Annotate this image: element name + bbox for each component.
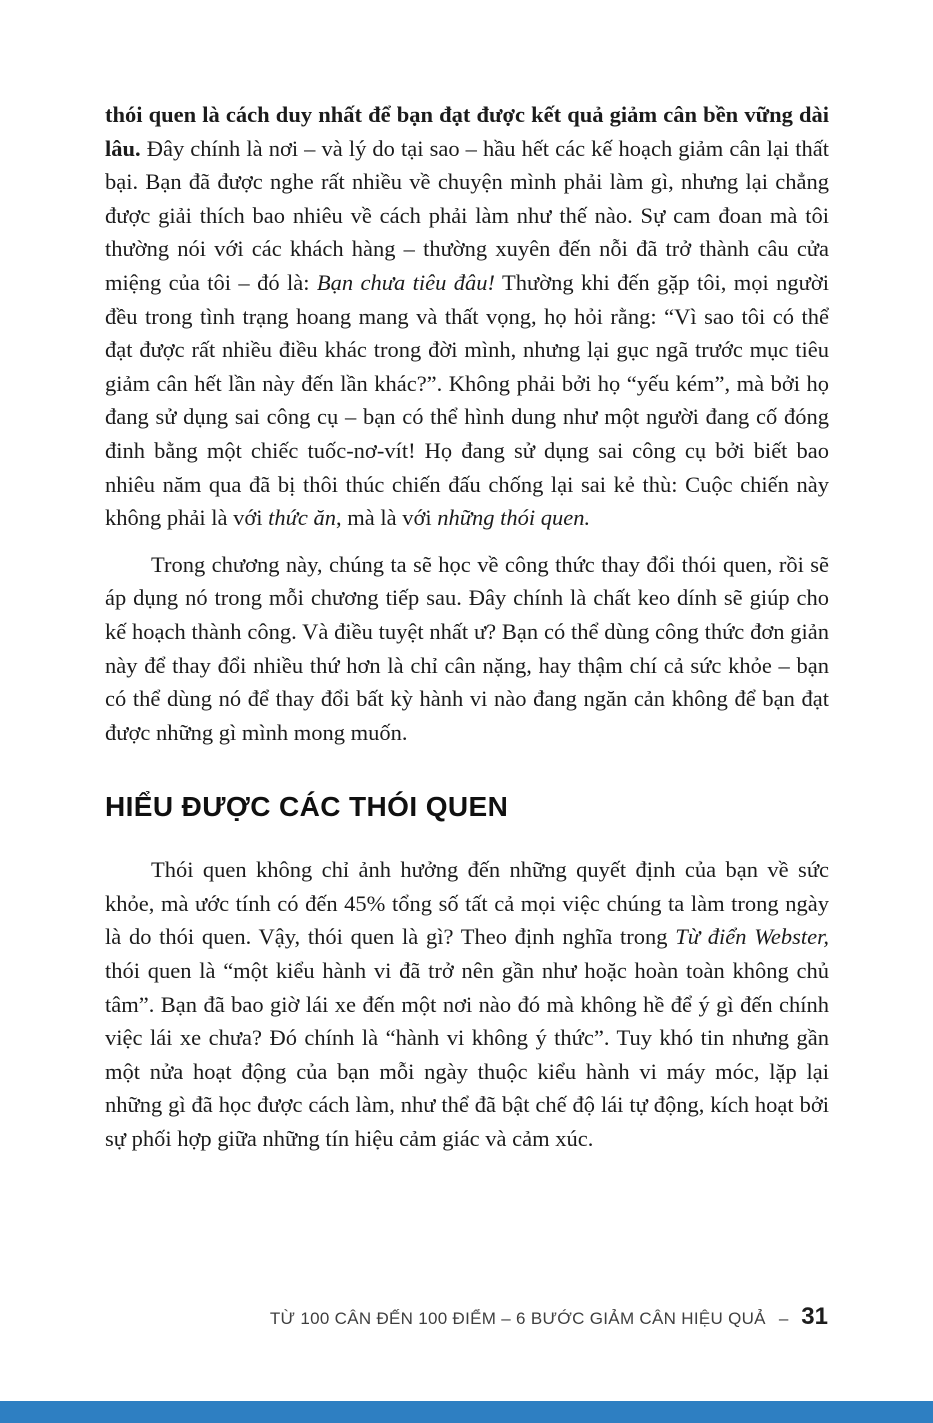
section-heading: HIỂU ĐƯỢC CÁC THÓI QUEN bbox=[105, 791, 509, 823]
paragraph-2: Trong chương này, chúng ta sẽ học về công thức thay đổi thói quen, rồi sẽ áp dụng nó trong mỗi chương tiếp sau. Đây chính là chất keo dính sẽ giúp cho kế hoạch thành công. Và điều tuyệt nhất ư? Bạn có thể dùng công thức đơn giản này để thay đổi nhiều thứ hơn là chỉ cân nặng, hay thậm chí cả sức khỏe – bạn có thể dùng nó để thay đổi bất kỳ hành vi nào đang ngăn cản không để bạn đạt được những gì mình mong muốn. bbox=[105, 551, 829, 745]
page-content bbox=[105, 98, 829, 1169]
bottom-accent-bar bbox=[0, 1401, 933, 1423]
running-title: TỪ 100 CÂN ĐẾN 100 ĐIỂM – 6 BƯỚC GIẢM CÂN HIỆU QUẢ bbox=[269, 1309, 766, 1328]
page-number: 31 bbox=[801, 1303, 828, 1330]
page-footer bbox=[270, 1303, 828, 1331]
paragraph-3: Thói quen không chỉ ảnh hưởng đến những quyết định của bạn về sức khỏe, mà ước tính có đến 45% tổng số tất cả mọi việc chúng ta làm trong ngày là do thói quen. Vậy, thói quen là gì? Theo định nghĩa trong Từ điển Webster, thói quen là “một kiểu hành vi đã trở nên gần như hoặc hoàn toàn không chủ tâm”. Bạn đã bao giờ lái xe đến một nơi nào đó mà không hề để ý gì đến chính việc lái xe chưa? Đó chính là “hành vi không ý thức”. Tuy khó tin nhưng gần một nửa hoạt động của bạn mỗi ngày thuộc kiểu hành vi máy móc, lặp lại những gì đã học được cách làm, như thể đã bật chế độ lái tự động, kích hoạt bởi sự phối hợp giữa những tín hiệu cảm giác và cảm xúc. bbox=[105, 857, 829, 1152]
footer-separator: – bbox=[778, 1309, 789, 1328]
paragraph-1: thói quen là cách duy nhất để bạn đạt được kết quả giảm cân bền vững dài lâu. Đây chính là nơi – và lý do tại sao – hầu hết các kế hoạch giảm cân lại thất bại. Bạn đã được nghe rất nhiều về chuyện mình phải làm gì, nhưng lại chẳng được giải thích bao nhiêu về cách phải làm như thế nào. Sự cam đoan mà tôi thường nói với các khách hàng – thường xuyên đến nỗi đã trở thành câu cửa miệng của tôi – đó là: Bạn chưa tiêu đâu! Thường khi đến gặp tôi, mọi người đều trong tình trạng hoang mang và thất vọng, họ hỏi rằng: “Vì sao tôi có thể đạt được rất nhiều điều khác trong đời mình, nhưng lại gục ngã trước mục tiêu giảm cân hết lần này đến lần khác?”. Không phải bởi họ “yếu kém”, mà bởi họ đang sử dụng sai công cụ – bạn có thể hình dung như một người đang cố đóng đinh bằng một chiếc tuốc-nơ-vít! Họ đang sử dụng sai công cụ bởi biết bao nhiêu năm qua đã bị thôi thúc chiến đấu chống lại sai kẻ thù: Cuộc chiến này không phải là với thức ăn, mà là với những thói quen. bbox=[105, 102, 830, 531]
